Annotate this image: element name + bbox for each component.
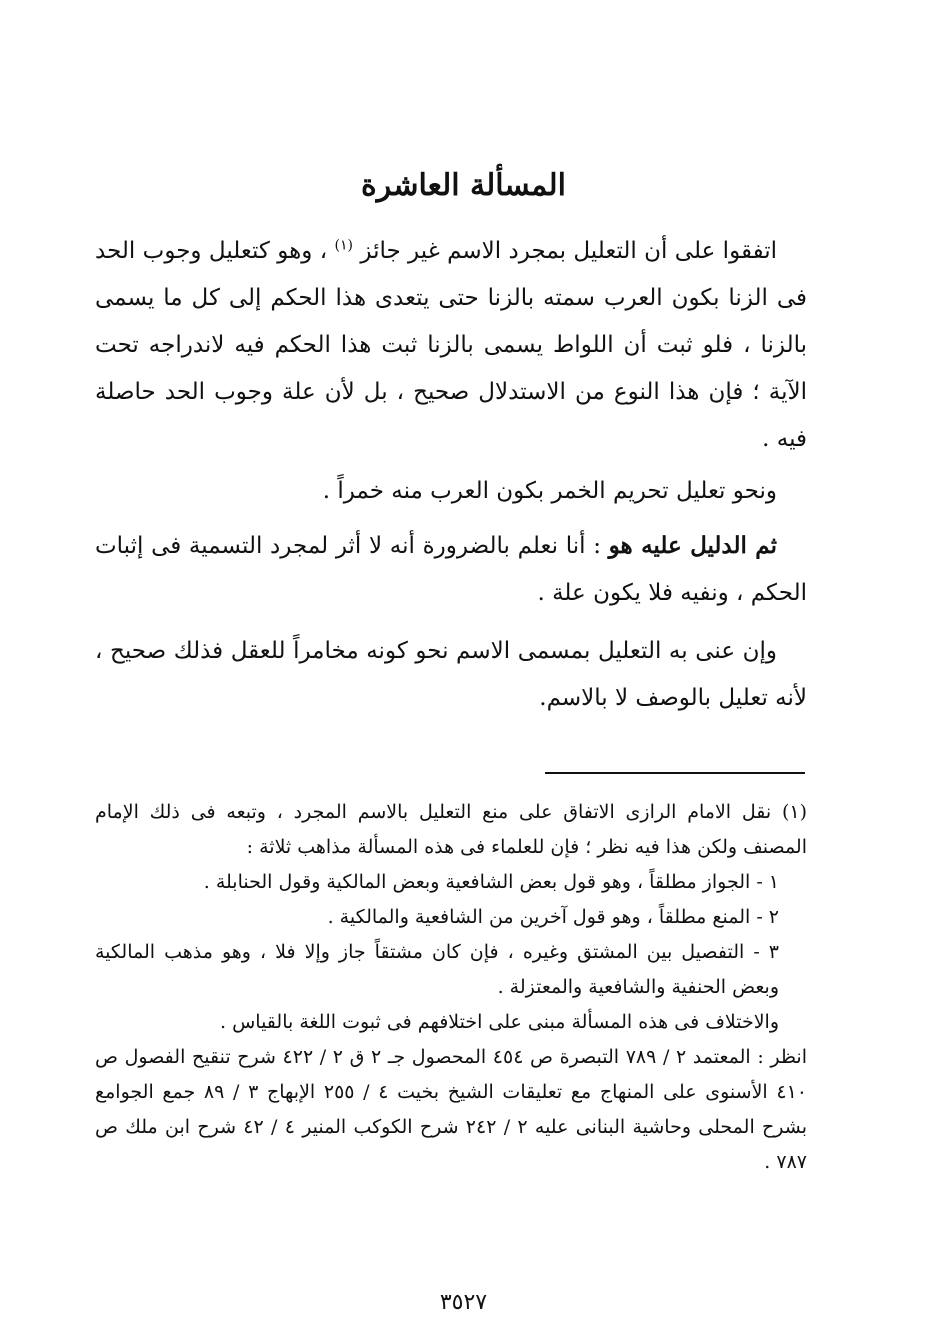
footnote-conclusion: والاختلاف فى هذه المسألة مبنى على اختلافهم فى ثبوت اللغة بالقياس . xyxy=(220,1011,779,1033)
page-number: ٣٥٢٧ xyxy=(439,1290,488,1315)
paragraph-3-text: : أنا نعلم بالضرورة أنه لا أثر لمجرد التسمية فى إثبات الحكم ، ونفيه فلا يكون علة . xyxy=(95,533,807,606)
paragraph-2-text: ونحو تعليل تحريم الخمر بكون العرب منه خمراً . xyxy=(322,478,777,504)
paragraph-1 xyxy=(95,228,807,463)
footnote-item-3: ٣ - التفصيل بين المشتق وغيره ، فإن كان مشتقاً جاز وإلا فلا ، وهو مذهب المالكية وبعض الحنفية والشافعية والمعتزلة . xyxy=(95,941,779,998)
paragraph-3 xyxy=(95,522,807,617)
footnote-references: انظر : المعتمد ٢ / ٧٨٩ التبصرة ص ٤٥٤ المحصول جـ ٢ ق ٢ / ٤٢٢ شرح تنقيح الفصول ص ٤١٠ الأسنوى على المنهاج مع تعليقات الشيخ بخيت ٤ / ٢٥٥ الإبهاج ٣ / ٨٩ جمع الجوامع بشرح المحلى وحاشية البنانى عليه ٢ / ٢٤٢ شرح الكوكب المنير ٤ / ٤٢ شرح ابن ملك ص ٧٨٧ . xyxy=(95,1046,807,1173)
paragraph-1-text-b: ، وهو كتعليل وجوب الحد فى الزنا بكون العرب سمته بالزنا حتى يتعدى هذا الحكم إلى كل ما يسمى بالزنا ، فلو ثبت أن اللواط يسمى بالزنا ثبت هذا الحكم فيه لاندراجه تحت الآية ؛ فإن هذا النوع من الاستدلال صحيح ، بل لأن علة وجوب الحد حاصلة فيه . xyxy=(95,238,807,452)
footnotes xyxy=(95,795,807,1180)
paragraph-3-lead: ثم الدليل عليه هو xyxy=(608,532,777,559)
paragraph-4 xyxy=(95,628,807,722)
footnote-marker: (١) xyxy=(334,237,353,254)
footnote-intro: (١) نقل الامام الرازى الاتفاق على منع التعليل بالاسم المجرد ، وتبعه فى ذلك الإمام المصنف ولكن هذا فيه نظر ؛ فإن للعلماء فى هذه المسألة مذاهب ثلاثة : xyxy=(95,801,807,858)
paragraph-1-text-a: اتفقوا على أن التعليل بمجرد الاسم غير جائز xyxy=(360,238,778,264)
footnote-item-2: ٢ - المنع مطلقاً ، وهو قول آخرين من الشافعية والمالكية . xyxy=(327,906,779,928)
footnote-separator xyxy=(545,772,805,774)
footnote-item-1: ١ - الجواز مطلقاً ، وهو قول بعض الشافعية وبعض المالكية وقول الحنابلة . xyxy=(203,871,779,893)
paragraph-4-text: وإن عنى به التعليل بمسمى الاسم نحو كونه مخامراً للعقل فذلك صحيح ، لأنه تعليل بالوصف لا بالاسم. xyxy=(95,638,807,711)
paragraph-2 xyxy=(95,468,807,515)
section-title: المسألة العاشرة xyxy=(361,168,566,203)
